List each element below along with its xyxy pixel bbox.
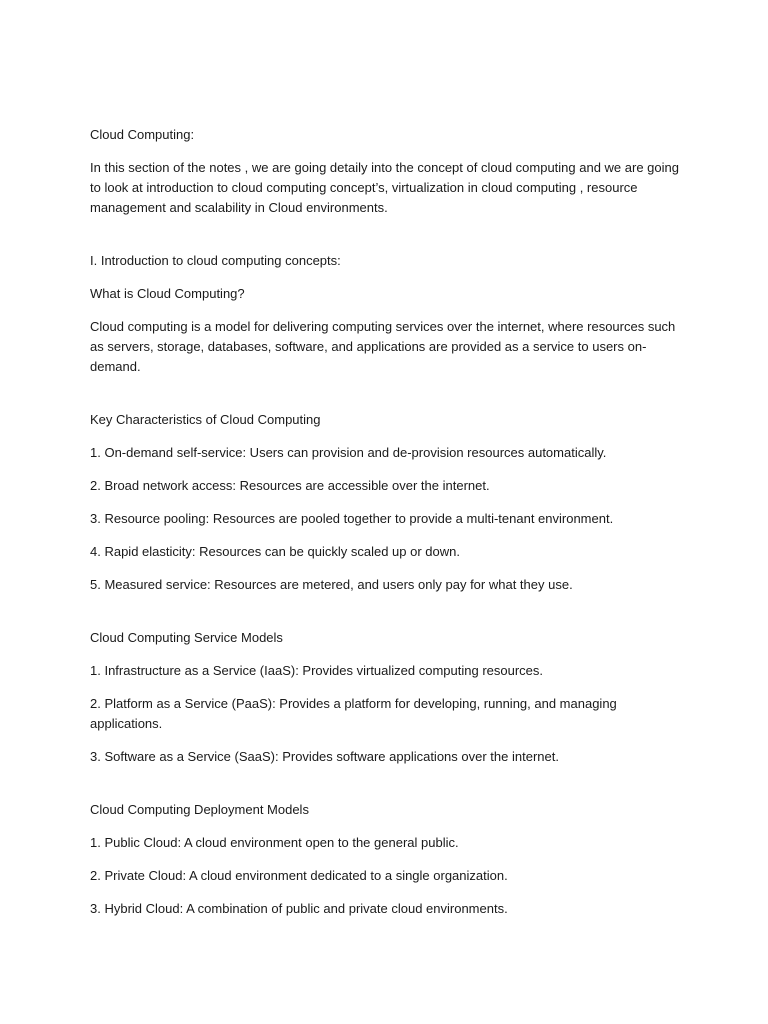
intro-paragraph: In this section of the notes , we are going detaily into the concept of cloud computing and we are going to look at introduction to cloud computing concept’s, virtualization in cloud computing , resource management and scalability in Cloud environments. <box>90 160 679 215</box>
section-title-characteristics: Key Characteristics of Cloud Computing <box>90 412 321 427</box>
section-title-service-models: Cloud Computing Service Models <box>90 630 283 645</box>
list-item: 4. Rapid elasticity: Resources can be quickly scaled up or down. <box>90 544 460 559</box>
list-item: 5. Measured service: Resources are metered, and users only pay for what they use. <box>90 577 573 592</box>
section-title-deployment-models: Cloud Computing Deployment Models <box>90 802 309 817</box>
section-title-introduction: I. Introduction to cloud computing concepts: <box>90 253 341 268</box>
list-item: 3. Software as a Service (SaaS): Provides software applications over the internet. <box>90 749 559 764</box>
document-heading: Cloud Computing: <box>90 127 195 142</box>
document-body <box>90 125 690 932</box>
list-item: 2. Private Cloud: A cloud environment dedicated to a single organization. <box>90 868 508 883</box>
definition-paragraph: Cloud computing is a model for delivering computing services over the internet, where resources such as servers, storage, databases, software, and applications are provided as a service to users on-demand. <box>90 319 676 374</box>
list-item: 1. Public Cloud: A cloud environment open to the general public. <box>90 835 459 850</box>
list-item: 1. On-demand self-service: Users can provision and de-provision resources automatically. <box>90 445 607 460</box>
list-item: 3. Resource pooling: Resources are pooled together to provide a multi-tenant environment. <box>90 511 614 526</box>
list-item: 3. Hybrid Cloud: A combination of public and private cloud environments. <box>90 901 508 916</box>
question-heading: What is Cloud Computing? <box>90 286 245 301</box>
list-item: 2. Broad network access: Resources are accessible over the internet. <box>90 478 490 493</box>
list-item: 1. Infrastructure as a Service (IaaS): Provides virtualized computing resources. <box>90 663 544 678</box>
list-item: 2. Platform as a Service (PaaS): Provides a platform for developing, running, and managing applications. <box>90 696 617 731</box>
